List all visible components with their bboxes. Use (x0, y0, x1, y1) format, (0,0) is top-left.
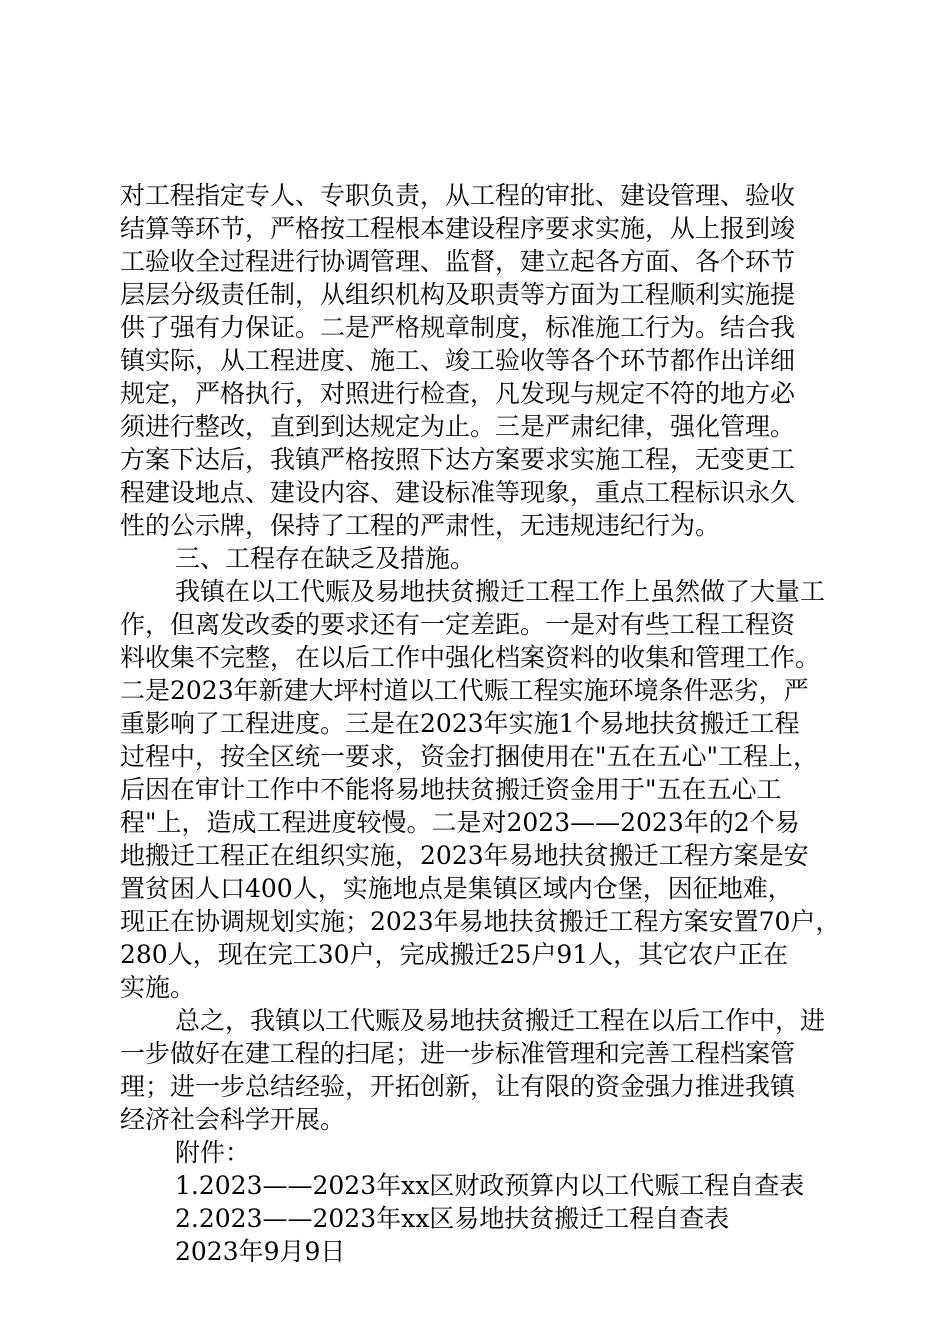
body-line: 二是2023年新建大坪村道以工代赈工程实施环境条件恶劣，严 (120, 676, 809, 705)
body-line: 经济社会科学开展。 (120, 1105, 346, 1134)
body-line: 料收集不完整，在以后工作中强化档案资料的收集和管理工作。 (120, 643, 821, 672)
body-line: 一步做好在建工程的扫尾；进一步标准管理和完善工程档案管 (120, 1039, 796, 1068)
body-line: 总之，我镇以工代赈及易地扶贫搬迁工程在以后工作中，进 (175, 1006, 826, 1035)
attachment-item: 2.2023——2023年xx区易地扶贫搬迁工程自查表 (175, 1204, 730, 1233)
body-line: 置贫困人口400人，实施地点是集镇区域内仓堡，因征地难， (120, 874, 793, 903)
body-line: 重影响了工程进度。三是在2023年实施1个易地扶贫搬迁工程 (120, 709, 800, 738)
body-line: 作，但离发改委的要求还有一定差距。一是对有些工程工程资 (120, 610, 796, 639)
body-line: 须进行整改，直到到达规定为止。三是严肃纪律，强化管理。 (120, 412, 796, 441)
body-line: 镇实际，从工程进度、施工、竣工验收等各个环节都作出详细 (120, 346, 796, 375)
body-line: 实施。 (120, 973, 196, 1002)
body-line: 结算等环节，严格按工程根本建设程序要求实施，从上报到竣 (120, 214, 796, 243)
body-line: 现正在协调规划实施；2023年易地扶贫搬迁工程方案安置70户， (120, 907, 841, 936)
body-line: 280人，现在完工30户，完成搬迁25户91人，其它农户正在 (120, 940, 789, 969)
body-line: 层层分级责任制，从组织机构及职责等方面为工程顺利实施提 (120, 280, 796, 309)
body-line: 理；进一步总结经验，开拓创新，让有限的资金强力推进我镇 (120, 1072, 796, 1101)
body-line: 性的公示牌，保持了工程的严肃性，无违规违纪行为。 (120, 511, 721, 540)
body-line: 方案下达后，我镇严格按照下达方案要求实施工程，无变更工 (120, 445, 796, 474)
body-line: 程建设地点、建设内容、建设标准等现象，重点工程标识永久 (120, 478, 796, 507)
body-line: 程"上，造成工程进度较慢。二是对2023——2023年的2个易 (120, 808, 800, 837)
body-line: 对工程指定专人、专职负责，从工程的审批、建设管理、验收 (120, 181, 796, 210)
body-line: 工验收全过程进行协调管理、监督，建立起各方面、各个环节 (120, 247, 796, 276)
body-line: 规定，严格执行，对照进行检查，凡发现与规定不符的地方必 (120, 379, 796, 408)
body-line: 后因在审计工作中不能将易地扶贫搬迁资金用于"五在五心工 (120, 775, 782, 804)
body-line: 我镇在以工代赈及易地扶贫搬迁工程工作上虽然做了大量工 (175, 577, 826, 606)
attachment-item: 1.2023——2023年xx区财政预算内以工代赈工程自查表 (175, 1171, 805, 1200)
body-line: 过程中，按全区统一要求，资金打捆使用在"五在五心"工程上， (120, 742, 819, 771)
body-line: 地搬迁工程正在组织实施，2023年易地扶贫搬迁工程方案是安 (120, 841, 809, 870)
document-date: 2023年9月9日 (175, 1237, 346, 1266)
attachments-label: 附件： (175, 1138, 251, 1167)
section-heading: 三、工程存在缺乏及措施。 (175, 544, 476, 573)
body-line: 供了强有力保证。二是严格规章制度，标准施工行为。结合我 (120, 313, 796, 342)
